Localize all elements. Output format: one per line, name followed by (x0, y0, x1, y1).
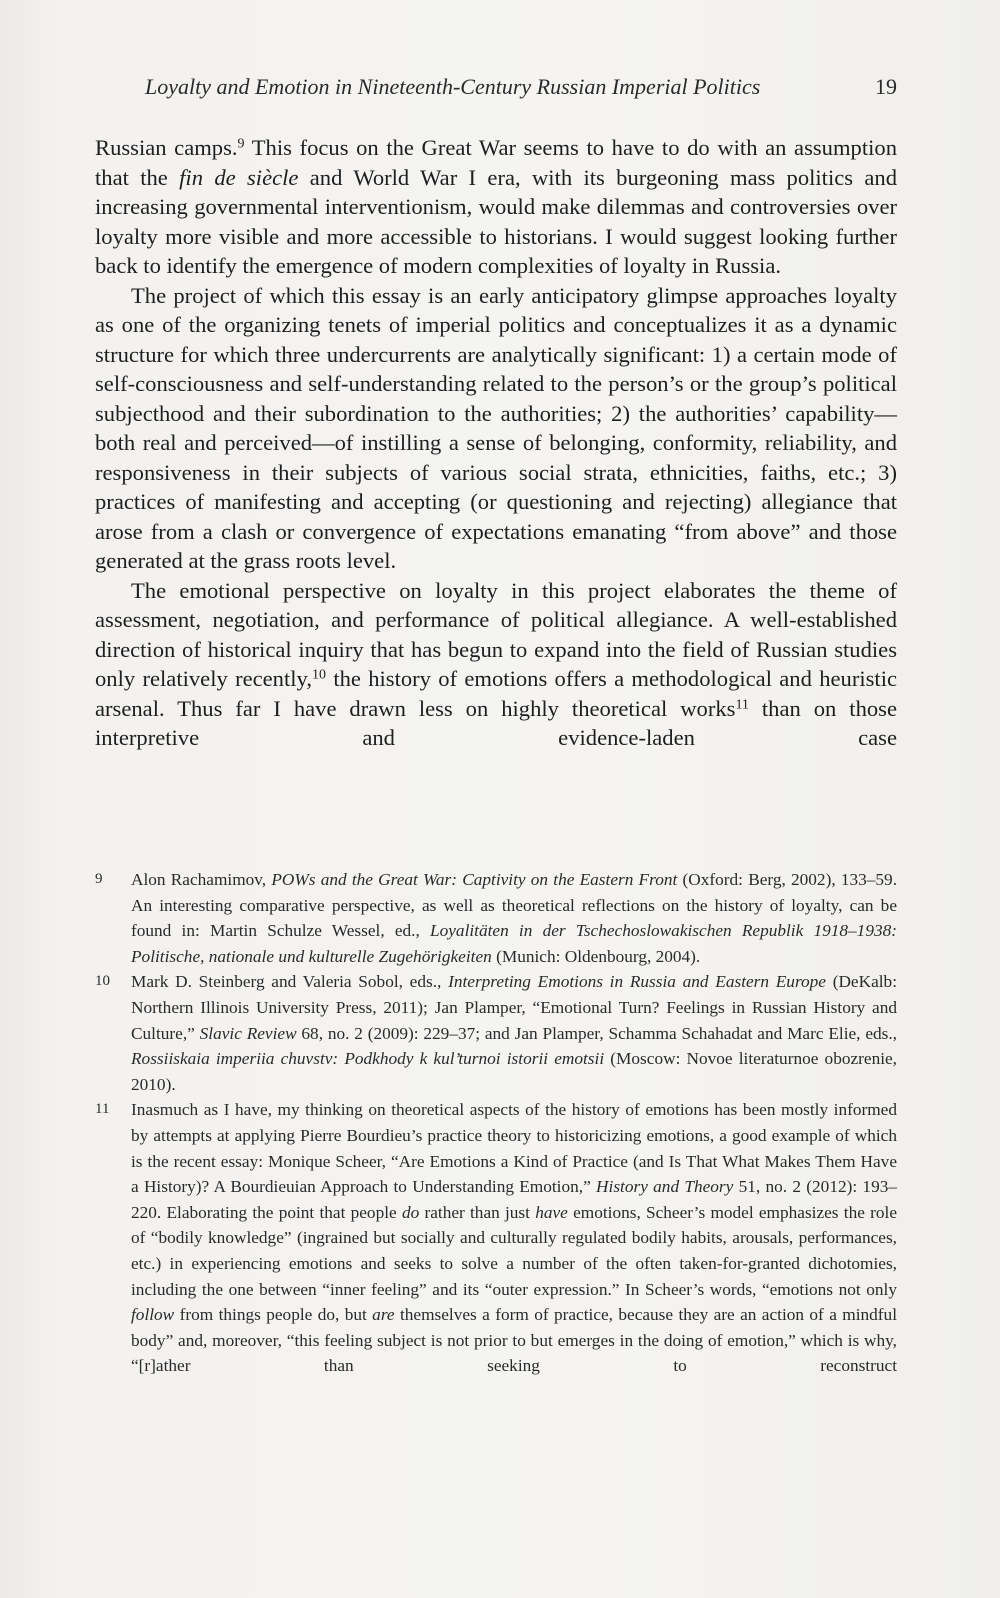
paragraph-3-text-c: than on those interpretive and evidence-laden case (95, 695, 897, 750)
paragraph-1 (95, 133, 897, 281)
body-text (95, 133, 897, 753)
footnote-ref-9[interactable]: 9 (237, 136, 245, 152)
footnote-text: Alon Rachamimov, (131, 870, 272, 889)
footnote-ref-11[interactable]: 11 (735, 696, 749, 712)
footnote-text: from things people do, but (174, 1305, 373, 1325)
paragraph-1-italic: fin de siècle (179, 164, 299, 190)
page-number: 19 (875, 74, 897, 99)
footnote-text: 51, no. 2 (2012): 193–220. Elaborating the point that people (131, 1177, 897, 1222)
footnote-italic: History and Theory (596, 1177, 734, 1197)
footnote-ref-10[interactable]: 10 (312, 667, 327, 683)
footnote-number: 9 (95, 871, 103, 887)
footnote-italic: Interpreting Emotions in Russia and Eastern Europe (448, 972, 826, 992)
footnote-italic: do (401, 1202, 420, 1222)
paragraph-1-text-a: Russian camps. (95, 135, 238, 160)
paragraph-1-text-c: and World War I era, with its burgeoning mass politics and increasing governmental interventionism, would make dilemmas and controversies over loyalty more visible and more accessible to historians. I would suggest looking further back to identify the emergence of modern complexities of loyalty in Russia. (95, 164, 898, 278)
footnote-italic: follow (131, 1305, 175, 1325)
footnote-10 (95, 969, 897, 1097)
footnote-italic: POWs and the Great War: Captivity on the Eastern Front (271, 870, 678, 889)
running-head-title: Loyalty and Emotion in Nineteenth-Century Russian Imperial Politics (145, 74, 761, 99)
footnote-text: (DeKalb: Northern Illinois University Press, 2011); Jan Plamper, “Emotional Turn? Feelings in Russian History and Culture,” (131, 972, 897, 1043)
footnote-text: Mark D. Steinberg and Valeria Sobol, eds., (131, 972, 449, 992)
footnote-text: emotions, Scheer’s model emphasizes the role of “bodily knowledge” (ingrained but socially and culturally regulated bodily habits, arousals, performances, etc.) in experiencing emotions and seeks to solve a number of the often taken-for-granted dichotomies, including the one between “inner feeling” and its “outer expression.” In Scheer’s words, “emotions not only (131, 1202, 897, 1299)
footnote-text: themselves a form of practice, because they are an action of a mindful body” and, moreover, “this feeling subject is not prior to but emerges in the doing of emotion,” which is why, “[r]ather than seeking to reconstruct (131, 1305, 897, 1376)
footnote-9 (95, 867, 897, 969)
running-head (95, 74, 897, 106)
footnotes (95, 867, 897, 1379)
footnote-text: 68, no. 2 (2009): 229–37; and Jan Plamper, Schamma Schahadat and Marc Elie, eds., (296, 1023, 897, 1043)
footnote-11 (95, 1097, 897, 1379)
footnote-text: Inasmuch as I have, my thinking on theoretical aspects of the history of emotions has been mostly informed by attempts at applying Pierre Bourdieu’s practice theory to historicizing emotions, a good example of which is the recent essay: Monique Scheer, “Are Emotions a Kind of Practice (and Is That What Makes Them Have a History)? A Bourdieuian Approach to Understanding Emotion,” (131, 1100, 897, 1197)
footnote-italic: Loyalitäten in der Tschechoslowakischen Republik 1918–1938: Politische, nationale und kulturelle Zugehörigkeiten (131, 921, 897, 966)
footnote-number: 11 (95, 1101, 110, 1118)
footnote-number: 10 (95, 973, 110, 990)
footnote-text: rather than just (419, 1202, 536, 1222)
footnote-text: (Moscow: Novoe literaturnoe obozrenie, 2010). (131, 1049, 898, 1094)
footnote-text: (Munich: Oldenbourg, 2004). (491, 946, 701, 966)
paragraph-3-text-b: the history of emotions offers a methodological and heuristic arsenal. Thus far I have drawn less on highly theoretical works (95, 666, 897, 721)
paragraph-1-text-b: This focus on the Great War seems to have to do with an assumption that the (95, 135, 897, 190)
footnote-italic: are (372, 1305, 395, 1325)
paragraph-3 (95, 576, 897, 753)
paragraph-3-text-a: The emotional perspective on loyalty in this project elaborates the theme of assessment, negotiation, and performance of political allegiance. A well-established direction of historical inquiry that has begun to expand into the field of Russian studies only relatively recently, (95, 577, 897, 691)
paragraph-2: The project of which this essay is an early anticipatory glimpse approaches loyalty as one of the organizing tenets of imperial politics and conceptualizes it as a dynamic structure for which three undercurrents are analytically significant: 1) a certain mode of self-consciousness and self-understanding related to the person’s or the group’s political subjecthood and their subordination to the authorities; 2) the authorities’ capability—both real and perceived—of instilling a sense of belonging, conformity, reliability, and responsiveness in their subjects of various social strata, ethnicities, faiths, etc.; 3) practices of manifesting and accepting (or questioning and rejecting) allegiance that arose from a clash or convergence of expectations emanating “from above” and those generated at the grass roots level. (95, 282, 897, 573)
footnote-text: (Oxford: Berg, 2002), 133–59. An interesting comparative perspective, as well as theoretical reflections on the history of loyalty, can be found in: Martin Schulze Wessel, ed., (131, 870, 898, 941)
footnote-italic: Rossiiskaia imperiia chuvstv: Podkhody k kul’turnoi istorii emotsii (131, 1049, 605, 1069)
footnote-italic: Slavic Review (199, 1023, 297, 1043)
footnote-italic: have (535, 1202, 568, 1222)
